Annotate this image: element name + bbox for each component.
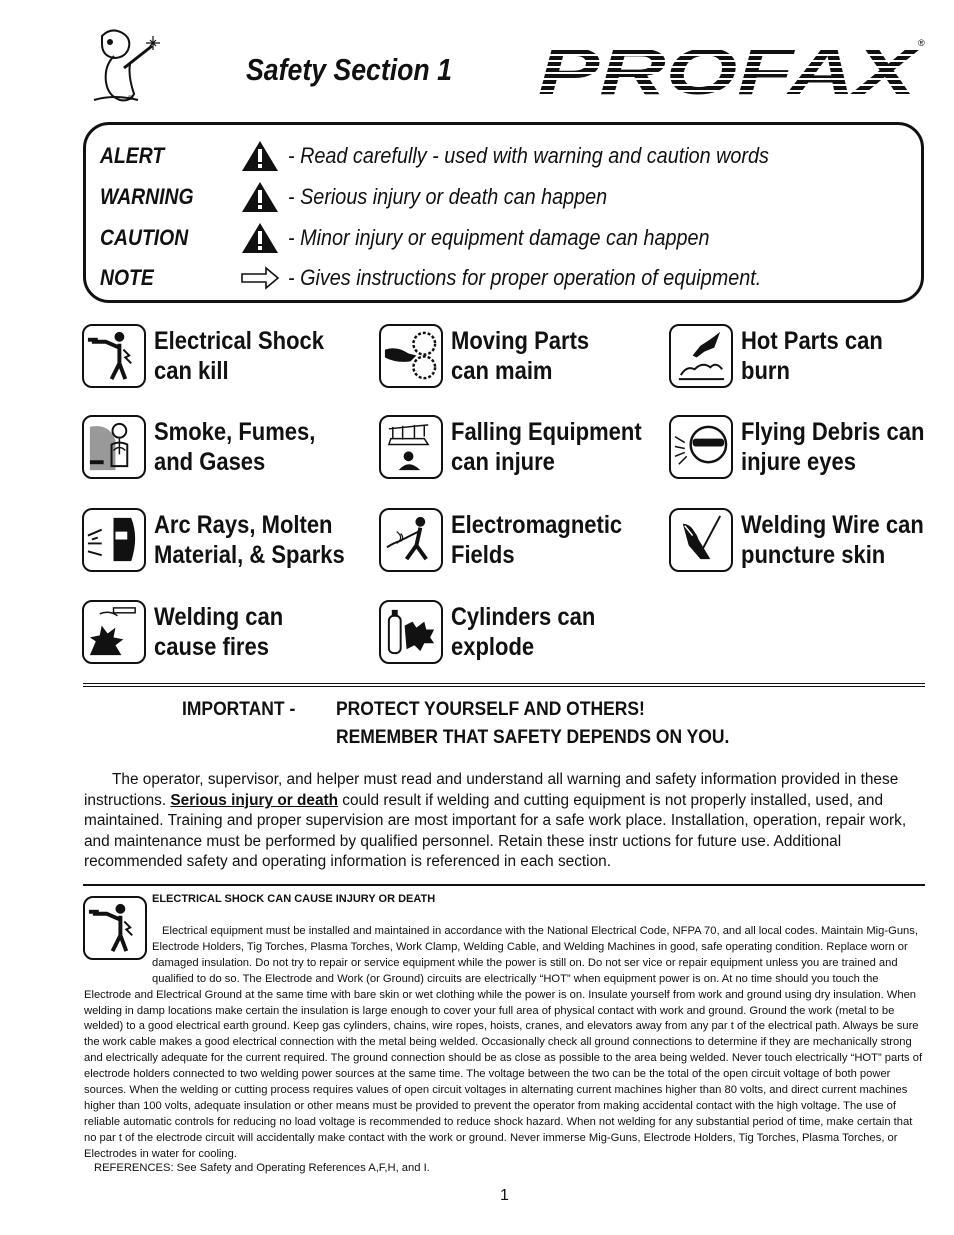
flying-debris-icon [669,415,733,479]
legend-description: - Serious injury or death can happen [288,184,608,209]
section-heading: ELECTRICAL SHOCK CAN CAUSE INJURY OR DEATH [152,893,436,905]
legend-term: NOTE [100,265,154,290]
warning-triangle-icon [240,181,280,213]
hazard-label: Electromagnetic Fields [451,511,623,569]
emphasis-text: Serious injury or death [170,791,339,809]
legend-description: - Minor injury or equipment damage can happen [288,225,710,250]
fumes-icon [82,415,146,479]
important-label: IMPORTANT - [182,699,296,720]
hazard-label: Moving Parts can maim [451,327,590,385]
arrow-right-outline-icon [240,262,280,294]
hazard-cylinders [379,600,669,670]
legend-term: WARNING [100,184,194,209]
hazard-flying-debris [669,415,954,485]
svg-text:®: ® [918,38,925,48]
moving-parts-icon [379,324,443,388]
important-line-1: PROTECT YOURSELF AND OTHERS! [336,699,645,720]
electrical-shock-icon [82,324,146,388]
hazard-label: Smoke, Fumes, and Gases [154,418,316,476]
hazard-label: Hot Parts can burn [741,327,883,385]
hazard-moving-parts [379,324,669,394]
hazard-fire [82,600,372,670]
references-line: REFERENCES: See Safety and Operating References A,F,H, and I. [94,1162,430,1174]
hazard-fumes [82,415,372,485]
electrical-section-body: Electrical equipment must be installed and maintained in accordance with the National Electrical Code, NFPA 70, and all local codes. Maintain Mig-Guns, Electrode Holders, Tig Torches, Plasma Torches, Work Clamp, Welding Cable, and Welding Machines in good, safe operating condition. Replace worn or damaged insulation. Do not try to repair or service equipment while the power is still on. Do not ser vice or repair equipment unless you are trained and qualified to do so. The Electrode and Work (or Ground) circuits are electrically “HOT” when equipment power is on. At no time should you touch the Electrode and Electrical Ground at the same time with bare skin or wet clothing while the power is on. Insulate yourself from work and ground using dry insulation. When welding in damp locations make certain the insulation is large enough to cover your full area of physical contact with work and ground. Ground the work (metal to be welded) to a good electrical earth ground. Keep gas cylinders, chains, wire ropes, hoists, cranes, and elevators away from any par t of the electrical path. Always be sure the work cable makes a good electrical connection with the metal being welded. Occasionally check all ground connections to determine if they are mechanically strong and electrically adequate for the current required. The ground connection should be as close as possible to the area being welded. Never touch electrically “HOT” parts of electrode holders connected to two welding power sources at the same time. The voltage between the two can be the total of the open circuit voltage of both power sources. When the welding or cutting process requires values of open circuit voltages in alternating current machines higher than 80 volts, and direct current machines higher than 100 volts, adequate insulation or other means must be provided to prevent the operator from making accidental contact with the high voltage. The use of reliable automatic controls for reducing no load voltage is recommended to reduce shock hazard. When not welding for any substantial period of time, make certain that no par t of the electrode circuit will accidentally make contact with the work or ground. Never immerse Mig-Guns, Electrode Holders, Tig Torches, Plasma Torches, or Electrodes in water for cooling. [84,925,923,1160]
hazard-electrical-shock [82,324,372,394]
hazard-label: Cylinders can explode [451,603,596,661]
divider [83,686,925,687]
svg-text:PROFAX: PROFAX [538,38,922,102]
mascot-logo [84,26,168,108]
hazard-label: Arc Rays, Molten Material, & Sparks [154,511,345,569]
electromagnetic-fields-icon [379,508,443,572]
svg-text:®: ® [128,96,133,102]
hazard-label: Falling Equipment can injure [451,418,642,476]
profax-logo [536,38,928,102]
fire-icon [82,600,146,664]
page-number: 1 [500,1187,509,1204]
hazard-hot-parts [669,324,954,394]
warning-triangle-icon [240,222,280,254]
legend-description: - Read carefully - used with warning and caution words [288,143,769,168]
divider [83,683,925,684]
hazard-electromagnetic [379,508,669,578]
signal-word-legend [83,122,924,303]
welding-wire-icon [669,508,733,572]
arc-rays-icon [82,508,146,572]
intro-paragraph: The operator, supervisor, and helper must read and understand all warning and safety information provided in these instructions. Serious injury or death could result if welding and cutting equipment is not properly installed, used, and maintained. Training and proper supervision are most important for a safe work place. Installation, operation, repair work, and maintenance must be performed by qualified personnel. Retain these instr uctions for future use. Additional recommended safety and operating information is referenced in each section. [84,771,907,871]
hazard-label: Welding Wire can puncture skin [741,511,924,569]
important-line-2: REMEMBER THAT SAFETY DEPENDS ON YOU. [336,727,730,748]
hazard-falling-equipment [379,415,669,485]
legend-term: ALERT [100,143,165,168]
legend-description: - Gives instructions for proper operation of equipment. [288,265,762,290]
hazard-label: Flying Debris can injure eyes [741,418,925,476]
section-divider [83,884,925,886]
cylinder-explode-icon [379,600,443,664]
falling-equipment-icon [379,415,443,479]
warning-triangle-icon [240,140,280,172]
hazard-label: Electrical Shock can kill [154,327,324,385]
hazard-label: Welding can cause fires [154,603,284,661]
hazard-welding-wire [669,508,954,578]
hot-parts-icon [669,324,733,388]
legend-term: CAUTION [100,225,189,250]
page-title: Safety Section 1 [246,52,452,87]
hazard-arc-rays [82,508,372,578]
